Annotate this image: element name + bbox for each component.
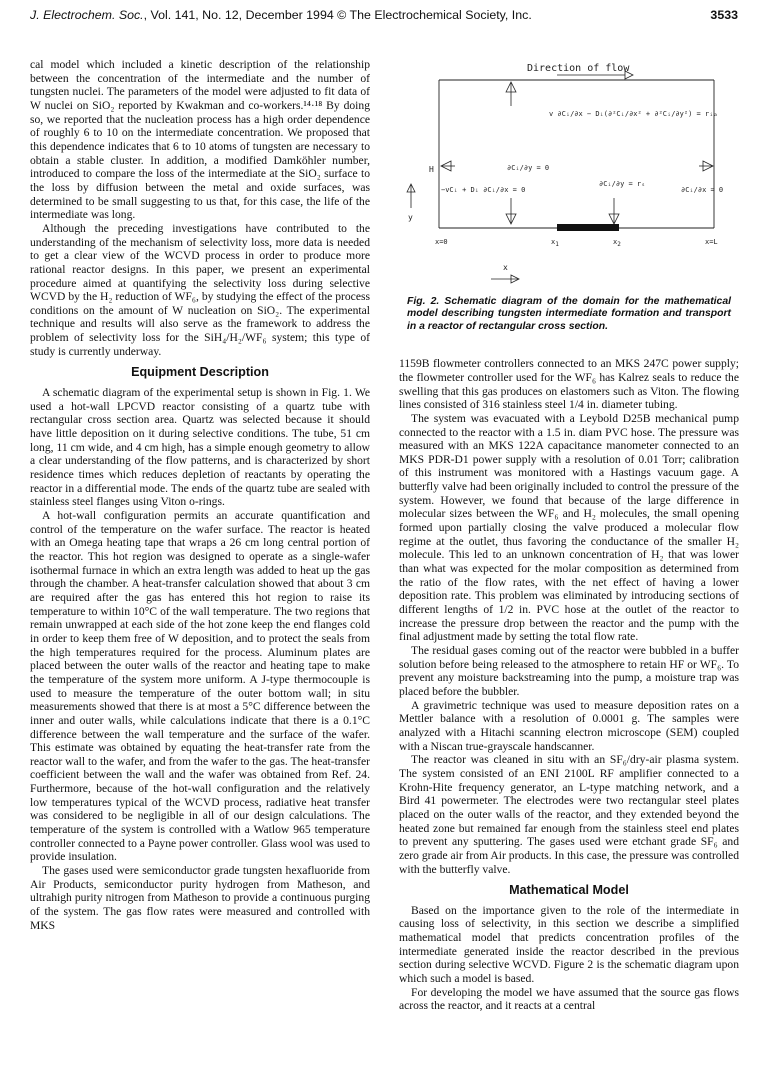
paragraph: The gases used were semiconductor grade tungsten hexafluoride from Air Products, semiconductor purity hydrogen from Matheson, and ultrahigh purity nitrogen from Matheson to provide a continuous purging of the system. The gas flow rates were measured and controlled with MKS: [30, 864, 370, 932]
paragraph: The system was evacuated with a Leybold D25B mechanical pump connected to the reactor with a 1.5 in. diam PVC hose. The pressure was measured with an MKS 122A capacitance manometer connected to an MKS PDR-D1 power supply with a resolution of 0.01 Torr; calibration of this instrument was monitored with a Hastings vacuum gage. A butterfly valve had been originally included to control the pressure of the system. However, we found that because of the large difference in molecular sizes between the WF₆ and H₂ molecules, the small opening formed upon partially closing the valve produced a molecular flow regime at the outlet, thus favoring the conductance of the smaller H₂ molecule. This led to an unknown concentration of H₂ that was lower than what was expected for the molar composition as determined from the ratio of the flow rates, with the net effect of having a lower deposition rate. This problem was eliminated by introducing sections of different lengths of 1/2 in. PVC hose at the outlet of the reactor to increase the pressure drop between the reactor and the pump with the final adjustment made by setting the total flow rate.: [399, 411, 739, 644]
paragraph: 1159B flowmeter controllers connected to an MKS 247C power supply; the flowmeter controller used for the WF₆ has Kalrez seals to reduce the swelling that this gas produces on elastomers such as Viton. The flowing lines consisted of 316 stainless steel 1/4 in. diameter tubing.: [399, 357, 739, 412]
x2-symbol: x: [613, 238, 618, 246]
paragraph: A schematic diagram of the experimental setup is shown in Fig. 1. We used a hot-wall LPCVD reactor consisting of a quartz tube with rectangular cross section area. Quartz was selected because it should have little deposition on it during selective conditions. The tube, 51 cm long, 11 cm wide, and 4 cm high, has a simple enough geometry to allow a clear understanding of the flow patterns, and is characterized by short residence times which reduces depletion of reactants by operating the reactor in a differential mode. The ends of the quartz tube are sealed with stainless steel flanges using Viton o-rings.: [30, 386, 370, 509]
domain-schematic: [399, 58, 739, 290]
paragraph: A hot-wall configuration permits an accurate quantification and control of the temperature on the wafer surface. The reactor is heated with an Omega heating tape that wraps a 26 cm long central portion of the reactor. This hot region was designed to operate as a single-wafer isothermal furnace in which an extra length was added to heat up the gas through the chamber. A heat-transfer calculation showed that about 3 cm are required after the gas has entered this hot region to raise its temperature to within 10°C of the wall temperature. The two regions that remain unwrapped at each side of the hot zone keep the end flanges cold in order to keep them free of W deposition, and to protect the seals from the high temperatures required for the process. Aluminum plates are placed between the outer walls of the reactor and heating tape to make the temperature of the system more uniform. A J-type thermocouple is used to measure the temperature of the outer bottom wall; in situ measurements showed that there is at most a 5°C difference between the inner and outer walls, while calculations indicate that there is a 0.1°C difference between the wall temperature and the surface of the wafer. This estimate was obtained by equating the heat-transfer rate from the reactor wall to the wafer, and from the wafer to the gas. The heat-transfer coefficient between the wall and the wafer was obtained from Ref. 24. Furthermore, because of the hot-wall configuration and the relatively low temperatures typical of the WCVD process, radiative heat transfer was considered to be negligible in all of our design calculations. The temperature of the system is controlled with a Watlow 965 temperature controller connected to a Payne power controller. Glass wool was used to provide insulation.: [30, 509, 370, 864]
section-heading-equipment: Equipment Description: [131, 365, 269, 380]
section-heading-model: Mathematical Model: [509, 883, 629, 898]
xL-label: x=L: [705, 238, 718, 246]
x1-label: [551, 238, 559, 248]
page-number: 3533: [710, 8, 738, 22]
left-column: [30, 58, 370, 932]
bottom-condition: ∂Cᵢ/∂y = rₛ: [599, 180, 646, 188]
x-axis-label: x: [503, 263, 508, 272]
x2-subscript: 2: [617, 241, 621, 248]
right-column: [399, 58, 739, 1013]
x0-label: x=0: [435, 238, 448, 246]
paragraph: The residual gases coming out of the reactor were bubbled in a buffer solution before being released to the atmosphere to retain HF or WF₆. To prevent any moisture backstreaming into the pump, a moisture trap was placed before the bubbler.: [399, 644, 739, 698]
volume-info: , Vol. 141, No. 12, December 1994 © The Electrochemical Society, Inc.: [143, 8, 532, 22]
paragraph: cal model which included a kinetic description of the relationship between the concentration of the intermediate and the number of tungsten nuclei. The parameters of the model were adjusted to fit data of W nuclei on SiO₂ reported by Kwakman and co-workers.¹⁴·¹⁸ By doing so, we reported that the nucleation process has a high order dependence of roughly 6 to 10 on the intermediate concentration. We proposed that this dependence indicates that 6 to 10 atoms of tungsten are necessary to obtain a stable cluster. In addition, a modified Damköhler number, introduced to compare the loss of the intermediate at the SiO₂ surface to the loss by diffusion between the metal and oxide surfaces, was determined to be small suggesting to us that, for this case, the life of the intermediate was long.: [30, 58, 370, 222]
inlet-condition: −vCᵢ + Dᵢ ∂Cᵢ/∂x = 0: [441, 186, 526, 194]
paragraph: Although the preceding investigations have contributed to the understanding of the mechanism of selectivity loss, more data is needed to get a clear view of the WCVD process in order to produce more rational reactor designs. In this paper, we present an experimental procedure aimed at quantifying the selectivity loss during selective WCVD by the H₂ reduction of WF₆, by studying the effect of the process conditions on the amount of W nucleation on SiO₂. The experimental technique and results will also serve as the framework to address the problem of selectivity loss for the SiH₄/H₂/WF₆ system; this type of study is currently underway.: [30, 221, 370, 358]
journal-name: J. Electrochem. Soc.: [30, 8, 144, 22]
paragraph: The reactor was cleaned in situ with an SF₆/dry-air plasma system. The system consisted of an ENI 2100L RF amplifier connected to a Krohn-Hite frequency generator, an L-type matching network, and a Bird 41 powermeter. The electrodes were two rectangular steel plates placed on the outer walls of the reactor, and they extended beyond the heated zone but remained far enough from the stainless steel end plates to prevent any sputtering. The gases used were etchant grade SF₆ and zero grade air from Air products. In this case, the pressure was controlled with the butterfly valve.: [399, 753, 739, 876]
outlet-condition: ∂Cᵢ/∂x = 0: [681, 186, 724, 194]
figure-caption: Fig. 2. Schematic diagram of the domain for the mathematical model describing tungsten intermediate formation and transport in a reactor of rectangular cross section.: [407, 296, 731, 332]
x1-subscript: 1: [555, 241, 559, 248]
top-wall-condition: ∂Cᵢ/∂y = 0: [507, 164, 550, 172]
running-header: [30, 8, 738, 28]
y-axis-label: y: [408, 213, 413, 222]
governing-equation: v ∂Cᵢ/∂x − Dᵢ(∂²Cᵢ/∂x² + ∂²Cᵢ/∂y²) = rᵢₐ: [549, 110, 718, 118]
flow-direction-label: Direction of flow: [527, 63, 630, 74]
height-label: H: [429, 165, 434, 174]
journal-citation: [30, 8, 532, 22]
figure-2-diagram: [399, 58, 739, 290]
paragraph: Based on the importance given to the role of the intermediate in causing loss of selectivity, in this section we describe a simplified mathematical model that predicts concentration profiles of the intermediate generated inside the reactor described in the previous section during selective WCVD. Figure 2 is the schematic diagram upon which such a model is based.: [399, 903, 739, 986]
paragraph: A gravimetric technique was used to measure deposition rates on a Mettler balance with a resolution of 0.0001 g. The samples were analyzed with a Hitachi scanning electron microscope (SEM) coupled with a Niscan true-grayscale handscanner.: [399, 698, 739, 753]
wafer: [557, 224, 619, 231]
paragraph: For developing the model we have assumed that the source gas flows across the reactor, and it reacts at a central: [399, 985, 739, 1013]
x2-label: [613, 238, 621, 248]
x1-symbol: x: [551, 238, 556, 246]
